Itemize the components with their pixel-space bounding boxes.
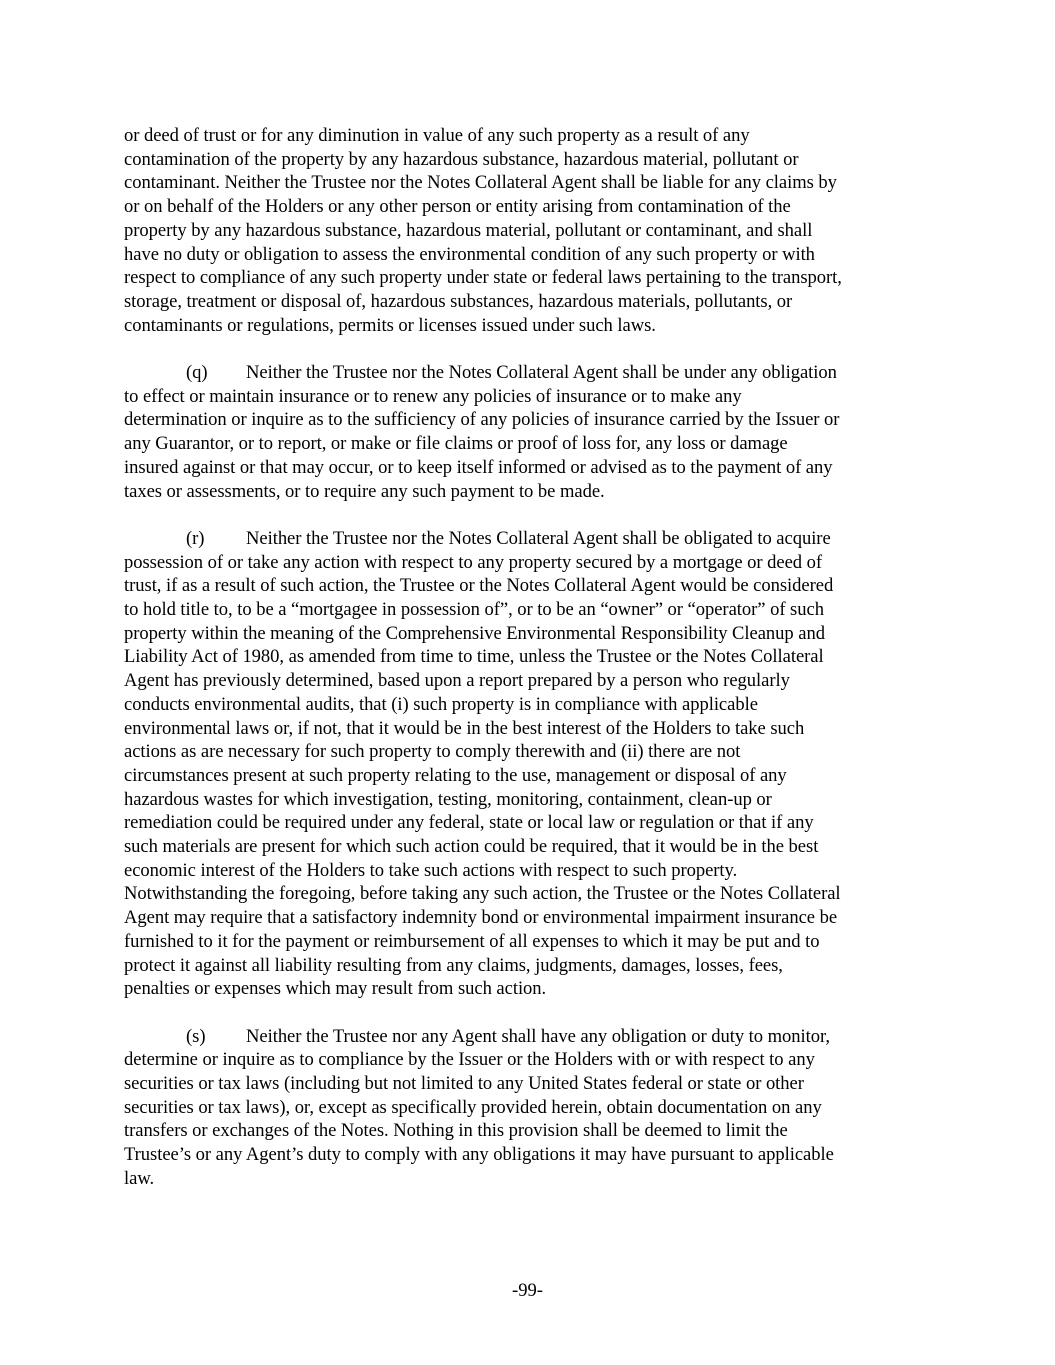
text-line: determine or inquire as to compliance by the Issuer or the Holders with or with respect to any	[124, 1049, 815, 1071]
text-line: property by any hazardous substance, hazardous material, pollutant or contaminant, and shall	[124, 219, 813, 241]
text-line: Trustee’s or any Agent’s duty to comply with any obligations it may have pursuant to applicable	[124, 1144, 834, 1166]
text-line: insured against or that may occur, or to keep itself informed or advised as to the payment of any	[124, 456, 833, 478]
text-line: trust, if as a result of such action, the Trustee or the Notes Collateral Agent would be considered	[124, 575, 834, 597]
text-line: taxes or assessments, or to require any such payment to be made.	[124, 480, 605, 502]
text-line: actions as are necessary for such property to comply therewith and (ii) there are not	[124, 741, 741, 763]
paragraph-continuation	[124, 124, 934, 337]
text-line: have no duty or obligation to assess the environmental condition of any such property or with	[124, 243, 815, 265]
text-line: respect to compliance of any such property under state or federal laws pertaining to the transport,	[124, 267, 842, 289]
text-line: or deed of trust or for any diminution in value of any such property as a result of any	[124, 125, 750, 146]
text-line: remediation could be required under any federal, state or local law or regulation or that if any	[124, 812, 814, 834]
text-line: possession of or take any action with respect to any property secured by a mortgage or deed of	[124, 551, 823, 573]
text-line: environmental laws or, if not, that it would be in the best interest of the Holders to take such	[124, 717, 805, 739]
text-line: to hold title to, to be a “mortgagee in possession of”, or to be an “owner” or “operator” of such	[124, 599, 824, 621]
text-line: Agent may require that a satisfactory indemnity bond or environmental impairment insurance be	[124, 907, 838, 929]
text-line: conducts environmental audits, that (i) such property is in compliance with applicable	[124, 693, 758, 715]
text-line: property within the meaning of the Comprehensive Environmental Responsibility Cleanup and	[124, 622, 825, 644]
text-line: circumstances present at such property relating to the use, management or disposal of any	[124, 764, 787, 786]
paragraph-q	[124, 361, 934, 503]
text-line: penalties or expenses which may result from such action.	[124, 978, 547, 1000]
text-line: storage, treatment or disposal of, hazardous substances, hazardous materials, pollutants, or	[124, 290, 793, 312]
text-line: hazardous wastes for which investigation, testing, monitoring, containment, clean-up or	[124, 788, 772, 810]
text-line: contaminant. Neither the Trustee nor the Notes Collateral Agent shall be liable for any claims by	[124, 172, 837, 194]
text-line	[124, 361, 934, 385]
text-line: transfers or exchanges of the Notes. Nothing in this provision shall be deemed to limit the	[124, 1120, 788, 1142]
section-label: (q)	[186, 362, 208, 384]
paragraph-r	[124, 527, 934, 1001]
paragraph-s	[124, 1025, 934, 1191]
text-run: Neither the Trustee nor the Notes Collateral Agent shall be under any obligation	[246, 362, 837, 384]
text-line: Liability Act of 1980, as amended from time to time, unless the Trustee or the Notes Collateral	[124, 646, 824, 668]
text-line: Agent has previously determined, based upon a report prepared by a person who regularly	[124, 670, 790, 692]
document-page	[124, 124, 934, 1214]
text-line: Notwithstanding the foregoing, before taking any such action, the Trustee or the Notes Collateral	[124, 883, 841, 905]
text-line: contaminants or regulations, permits or licenses issued under such laws.	[124, 314, 656, 336]
text-line: to effect or maintain insurance or to renew any policies of insurance or to make any	[124, 385, 742, 407]
text-line: any Guarantor, or to report, or make or file claims or proof of loss for, any loss or damage	[124, 433, 788, 455]
text-line	[124, 527, 934, 551]
section-label: (s)	[186, 1025, 206, 1047]
page-number: -99-	[512, 1280, 543, 1301]
text-line	[124, 1025, 934, 1049]
text-line: securities or tax laws), or, except as specifically provided herein, obtain documentation on any	[124, 1096, 822, 1118]
text-line: furnished to it for the payment or reimbursement of all expenses to which it may be put and to	[124, 930, 820, 952]
text-run: Neither the Trustee nor the Notes Collateral Agent shall be obligated to acquire	[246, 527, 831, 549]
text-line: protect it against all liability resulting from any claims, judgments, damages, losses, fees,	[124, 954, 783, 976]
text-run: Neither the Trustee nor any Agent shall have any obligation or duty to monitor,	[246, 1025, 831, 1047]
text-line: such materials are present for which such action could be required, that it would be in the best	[124, 836, 819, 858]
text-line: contamination of the property by any hazardous substance, hazardous material, pollutant or	[124, 148, 799, 170]
text-line: economic interest of the Holders to take such actions with respect to such property.	[124, 859, 738, 881]
text-line: securities or tax laws (including but not limited to any United States federal or state or other	[124, 1073, 804, 1095]
section-label: (r)	[186, 527, 205, 549]
text-line: law.	[124, 1167, 155, 1189]
text-line: determination or inquire as to the sufficiency of any policies of insurance carried by the Issuer or	[124, 409, 840, 431]
text-line: or on behalf of the Holders or any other person or entity arising from contamination of the	[124, 196, 791, 218]
